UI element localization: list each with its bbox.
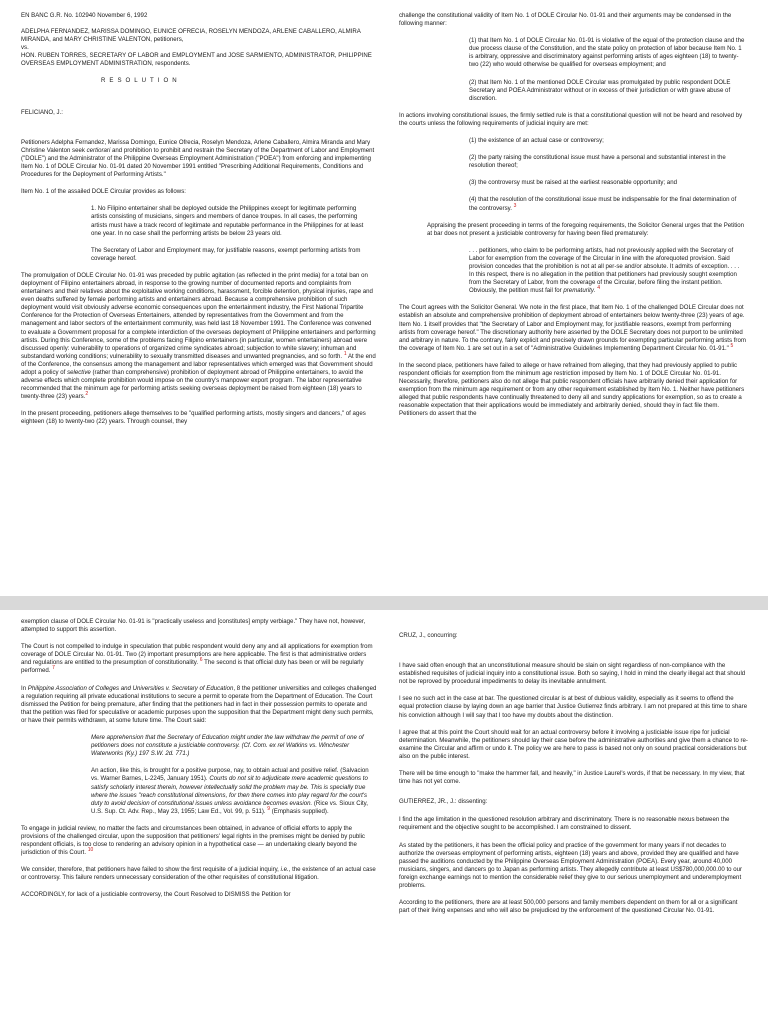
paragraph: To engage in judicial review, no matter the facts and circumstances been obtained, in advance of official efforts to apply the provisions of the challenged circular, upon the supposition that petitioners' legal rights in the premises might be denied by public respondent officials, is too close to rendering an advisory opinion in a hypothetical case — an undertaking clearly beyond the jurisdiction of this Court. $^{10}$ [21, 824, 365, 857]
footnote-ref[interactable]: 9 [267, 805, 271, 812]
block-quote: Mere apprehension that the Secretary of Education might under the law withdraw the permit of one of petitioners does not constitute a justiciable controversy. (Cf. Com. ex rel Watkins vs. Winchester Waterworks (Ky.) 197 S.W. 2d. 771.) [91, 734, 364, 758]
right-column [399, 12, 749, 592]
respondents: HON. RUBEN TORRES, SECRETARY OF LABOR and EMPLOYMENT and JOSE SARMIENTO, ADMINISTRATOR, PHILIPPINE OVERSEAS EMPLOYMENT ADMINISTRATION, respondents. [21, 52, 372, 68]
left-column [21, 12, 377, 592]
resolution-heading: RESOLUTION [101, 76, 181, 84]
paragraph: In the second place, petitioners have failed to allege or have refrained from alleging, that they had previously applied to public respondent officials for exemption from the minimum age restriction imposed by Item No. 1 of DOLE Circular No. 01-91. Necessarily, therefore, petitioners also do not allege that public respondent officials have arbitrarily denied their application for exemption from the minimum age requirement or from any other requirement established by Item No. 1. Neither have petitioners alleged that public respondents have continually threatened to deny all and sundry applications for exemption, so as to create a reasonable expectation that their applications would be immediately and arbitrarily denied, should they in fact file them. Petitioners do assert that the [399, 361, 745, 418]
paragraph: In Philippine Association of Colleges and Universities v. Secretary of Education, 8 the petitioner universities and colleges challenged a regulation requiring all private educational institutions to secure a permit to operate from the Department of Education. The Court dismissed the Petition for being premature, after finding that the petitioners had in fact in their possession permits to operate and that the petition was filed for speculative or academic purposes upon the supposition that the Department might deny such permits, or have their permits withdrawn, at some future time. The Court said: [21, 684, 377, 724]
paragraph: challenge the constitutional validity of Item No. 1 of DOLE Circular No. 01-91 and their arguments may be condensed in the following manner: [399, 12, 732, 28]
footnote-ref[interactable]: 7 [52, 665, 55, 672]
requirement-item: (1) the existence of an actual case or controversy; [469, 137, 604, 145]
paragraph: As stated by the petitioners, it has been the official policy and practice of the government for many years if not decades to authorize the overseas employment of performing artists, eighteen (18) years and above, provided they are qualified and have passed the auditions conducted by the Philippine Overseas Employment Administration (POEA). Every year, around 40,000 musicians, singers, and dancers go to Japan as performing artists. They allegedly contribute at least US$780,000,000.00 to our foreign exchange earnings not to mention the considerable relief they give to our serious unemployment and underemployment problems. [399, 841, 743, 889]
paragraph: I have said often enough that an unconstitutional measure should be slain on sight regardless of non-compliance with the established requisites of judicial inquiry into a constitutional issue. Both so saying, I hold in mind the clearly illegal act that should not be reproved by procedural impediments to delay its inevitable annulment. [399, 662, 746, 686]
paragraph: We consider, therefore, that petitioners have failed to show the first requisite of a judicial inquiry, i.e., the existence of an actual case or controversy. This failure renders unnecessary consideration of the other requisites of constitutional litigation. [21, 866, 376, 882]
paragraph: Item No. 1 of the assailed DOLE Circular provides as follows: [21, 188, 186, 196]
paragraph: In the present proceeding, petitioners allege themselves to be "qualified performing artists, mostly singers and dancers," of ages eighteen (18) to twenty-two (22) years. Through counsel, they [21, 410, 366, 426]
concurring-judge: CRUZ, J., concurring: [399, 632, 458, 639]
paragraph: There will be time enough to "make the hammer fall, and heavily," in Justice Laurel's words, if that be necessary. In my view, that time has not yet come. [399, 770, 745, 786]
paragraph: ACCORDINGLY, for lack of a justiciable controversy, the Court Resolved to DISMISS the Petition for [21, 891, 291, 899]
block-quote: . . . petitioners, who claim to be performing artists, had not previously applied with the Secretary of Labor for exemption from the coverage of the Circular in line with the aforequoted provision. Said provision concedes that the prohibition is not at all per-se and/or absolute. It admits of exception. . . . In this respect, there is no allegation in the petition that petitioners had previously sought exemption from the Secretary of Labor, from the coverage of the Circular, before filing the instant petition. Obviously, the petition must fail for prematurity. $^4$ [469, 246, 740, 295]
paragraph: The Court agrees with the Solicitor General. We note in the first place, that Item No. 1 of the challenged DOLE Circular does not establish an absolute and comprehensive prohibition of deployment abroad of entertainers below twenty-three (23) years of age. Item No. 1 itself provides that "the Secretary of Labor and Employment may, for justifiable reasons, exempt from performing artists from coverage hereof." The discretionary authority here asserted by the DOLE Secretary does not purport to be unlimited and arbitrary in nature. To the contrary, fairly explicit and precisely drawn grounds for exempting particular performing artists from the coverage of Item No. 1 are set out in a set of "Administrative Guidelines Implementing Department Circular No. 01-91." $^5$ [399, 304, 746, 352]
footnote-ref[interactable]: 1 [343, 350, 347, 357]
paragraph: Petitioners Adelpha Fernandez, Marissa Domingo, Eunice Ofrecia, Roselyn Mendoza, Arlene Caballero, Almira Miranda and Mary Christine Valenton seek certiorari and prohibition to prohibit and restrain the Secretary of the Department of Labor and Employment ("DOLE") and the Administrator of the Philippine Overseas Employment Administration ("POEA") from enforcing and implementing Item No. 1 of DOLE Circular No. 01-91 dated 20 November 1991 entitled "Prescribing Additional Requirements, Conditions and Procedures for the Deployment of Performing Artists." [21, 138, 375, 179]
argument-item: (2) that Item No. 1 of the mentioned DOLE Circular was promulgated by public respondent DOLE Secretary and POEA Administrator without or in excess of their jurisdiction or with grave abuse of discretion. [469, 78, 731, 102]
footnote-ref[interactable]: 6 [199, 657, 203, 664]
paragraph: Appraising the present proceeding in terms of the foregoing requirements, the Solicitor General urges that the Petition at bar does not present a justiciable controversy for having been filed prematurely: [427, 221, 745, 237]
footnote-ref[interactable]: 4 [597, 285, 601, 292]
paragraph: In actions involving constitutional issues, the firmly settled rule is that a constitutional question will not be heard and resolved by the courts unless the following requirements of judicial inquiry are met: [399, 111, 743, 127]
requirement-item: (3) the controversy must be raised at the earliest reasonable opportunity; and [469, 179, 677, 187]
footnote-ref[interactable]: 3 [513, 202, 517, 209]
dissenting-judge: GUTIERREZ, JR., J.: dissenting: [399, 798, 488, 806]
petitioners: ADELPHA FERNANDEZ, MARISSA DOMINGO, EUNICE OFRECIA, ROSELYN MENDOZA, ARLENE CABALLERO, ALMIRA MIRANDA, and MARY CHRISTINE VALENTON, petitioners, [21, 28, 361, 44]
paragraph: I find the age limitation in the questioned resolution arbitrary and discriminatory. There is no reasonable nexus between the requirement and the objective sought to be accomplished. I am constrained to dissent. [399, 816, 730, 832]
footnote-ref[interactable]: 5 [730, 342, 734, 349]
paragraph: I see no such act in the case at bar. The questioned circular is at best of dubious validity, especially as it seems to offend the equal protection clause by laying down an age barrier that Justice Gutierrez finds arbitrary. I am not prepared at this time to share his conviction although I will say that I too have my doubts about the distinction. [399, 695, 748, 719]
right-column [399, 632, 749, 1022]
paragraph: exemption clause of DOLE Circular No. 01-91 is "practically useless and [constitutes] empty verbiage." They have not, however, attempted to support this assertion. [21, 618, 366, 634]
paragraph: The promulgation of DOLE Circular No. 01-91 was preceded by public agitation (as reflected in the print media) for a total ban on deployment of Filipino entertainers abroad, in response to the growing number of documented reports and complaints from entertainers and their relatives about the exploitative working conditions, harassment, forcible detention, physical injuries, rape and even deaths suffered by female performing artists and entertainers abroad. Because a comprehensive prohibition of such deployment would visit obviously adverse economic consequences upon the entertainment industry, the First National Tripartite Conference for the Protection of Overseas Entertainers, attended by representatives from the Government and from the management and labor sectors of the entertainment community, was held last 18 November 1991. The Conference was convened to evaluate a Government proposal for a complete interdiction of the overseas deployment of Philippine entertainers and performing artists. During this Conference, some of the problems facing Filipino entertainers (in particular, women entertainers) abroad were discussed openly: vulnerability to operations of organized crime syndicates abroad; subjection to white slavery; inhuman and substandard working conditions; vulnerability to sexually transmitted diseases and unwanted pregnancies, and so forth. $^1$ At the end of the Conference, the consensus among the management and labor representatives which emerged was that Government should adopt a policy of selective (rather than comprehensive) prohibition of deployment abroad of Philippine entertainers, to avoid the adverse effects which complete prohibition would impose on the country's manpower export program. The labor representative recommended that the minimum age for performing artists seeking overseas deployment be raised from eighteen (18) years to twenty-three (23) years.$^2$ [21, 271, 376, 401]
requirement-item: (2) the party raising the constitutional issue must have a personal and substantial interest in the resolution thereof; [469, 154, 726, 170]
argument-item: (1) that Item No. 1 of DOLE Circular No. 01-91 is violative of the equal of the protection clause and the due process clause of the Constitution, and the state policy on protection of labor because Item No. 1 is arbitrary, oppressive and discriminatory against performing artists of ages eighteen (18) to twenty-two (22) who would otherwise be qualified for overseas employment; and [469, 37, 745, 69]
requirement-item: (4) that the resolution of the constitutional issue must be indispensable for the final determination of the controversy. $^3$ [469, 196, 737, 212]
block-quote: 1. No Filipino entertainer shall be deployed outside the Philippines except for legitimate performing artists consisting of musicians, singers and members of dance troupes. In all cases, the performing artists must have a track record of legitimate and reputable performance in the Philippines for at least one year. In no case shall the performing artists be below 23 years old. [91, 205, 364, 237]
case-caption: EN BANC G.R. No. 102940 November 6, 1992 [21, 12, 148, 19]
left-column [21, 618, 377, 1022]
versus: vs. [21, 44, 29, 52]
ponente: FELICIANO, J.: [21, 108, 63, 116]
paragraph: I agree that at this point the Court should wait for an actual controversy before it involving a justiciable issue ripe for judicial determination. Meanwhile, the petitioners should lay their case before the administrative authorities and give them a chance to re-examine the Circular and affirm or undo it. The policy we are here to pass is based not only on sound practical considerations but also on the public interest. [399, 728, 748, 760]
document-page-2 [0, 610, 768, 1024]
block-quote: An action, like this, is brought for a positive purpose, nay, to obtain actual and positive relief. (Salvacion vs. Warner Barnes, L-2245, January 1951). Courts do not sit to adjudicate mere academic questions to satisfy scholarly interest therein, however intellectually solid the problem may be. This is specially true where the issues "reach constitutional dimensions, for then there comes into play regard for the court's duty to avoid decision of constitutional issues unless avoidance becomes evasion. (Rice vs. Sioux City, U.S. Sup. Ct. Adv. Rep., May 23, 1955; Law Ed., Vol. 99, p. 511). $^9$ (Emphasis supplied). [91, 767, 369, 815]
paragraph: According to the petitioners, there are at least 500,000 persons and family members dependent on them for all or a significant part of their living expenses and who will also be prejudiced by the enforcement of the questioned Circular No. 01-91. [399, 899, 738, 915]
footnote-ref[interactable]: 2 [85, 391, 89, 398]
footnote-ref[interactable]: 10 [87, 847, 94, 854]
block-quote: The Secretary of Labor and Employment may, for justifiable reasons, exempt performing artists from coverage hereof. [91, 246, 361, 262]
paragraph: The Court is not compelled to indulge in speculation that public respondent would deny any and all applications for exemption from coverage of DOLE Circular No. 01-91. Two (2) important presumptions are here applicable. The first is that administrative orders and regulations are entitled to the presumption of constitutionality. $^6$ The second is that official duty has been or will be regularly performed. $^7$ [21, 643, 373, 675]
